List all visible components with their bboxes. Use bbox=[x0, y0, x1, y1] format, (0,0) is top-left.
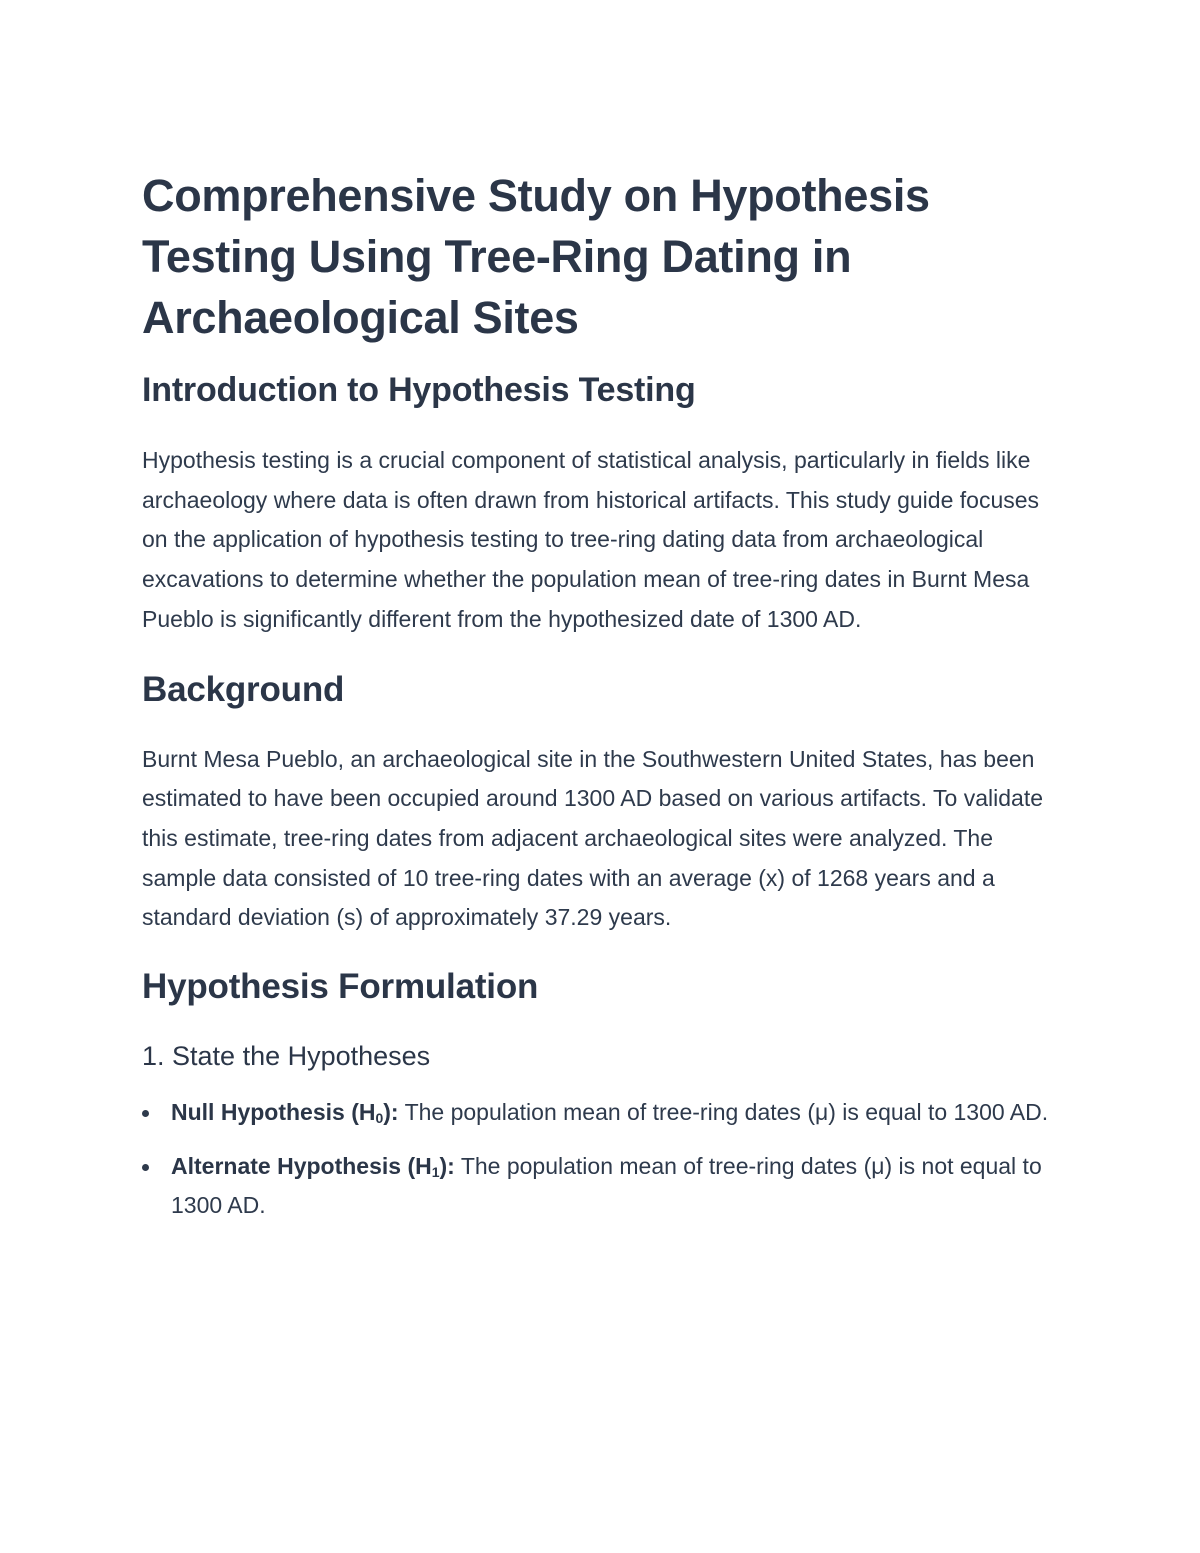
alternate-hypothesis-label: Alternate Hypothesis $(H_1)$: bbox=[171, 1152, 455, 1180]
bullet-icon bbox=[142, 1110, 149, 1117]
document-title: Comprehensive Study on Hypothesis Testing Using Tree-Ring Dating in Archaeological Sites bbox=[142, 170, 930, 343]
background-heading: Background bbox=[142, 669, 345, 709]
formulation-heading: Hypothesis Formulation bbox=[142, 967, 539, 1007]
list-item-null-hypothesis bbox=[142, 1093, 1062, 1133]
intro-paragraph: Hypothesis testing is a crucial component of statistical analysis, particularly in fields like archaeology where data is often drawn from historical artifacts. This study guide focuses on the application of hypothesis testing to tree-ring dating data from archaeological excavations to determine whether the population mean of tree-ring dates in Burnt Mesa Pueblo is significantly different from the hypothesized date of 1300 AD. bbox=[142, 447, 1040, 632]
list-item-alternate-hypothesis bbox=[142, 1147, 1062, 1226]
state-hypotheses-heading: 1. State the Hypotheses bbox=[142, 1041, 431, 1072]
null-hypothesis-label: Null Hypothesis $(H_0)$: bbox=[171, 1099, 399, 1127]
hypotheses-list bbox=[142, 1093, 1062, 1226]
bullet-icon bbox=[142, 1164, 149, 1171]
background-paragraph: Burnt Mesa Pueblo, an archaeological site in the Southwestern United States, has been estimated to have been occupied around 1300 AD based on various artifacts. To validate this estimate, tree-ring dates from adjacent archaeological sites were analyzed. The sample data consisted of 10 tree-ring dates with an average (x) of 1268 years and a standard deviation (s) of approximately 37.29 years. bbox=[142, 745, 1043, 931]
alternate-hypothesis-text: The population mean of tree-ring dates (μ) is not equal to 1300 AD. bbox=[171, 1152, 1042, 1219]
document-page bbox=[142, 165, 1062, 1240]
intro-heading: Introduction to Hypothesis Testing bbox=[142, 371, 696, 409]
null-hypothesis-text: The population mean of tree-ring dates (μ) is equal to 1300 AD. bbox=[398, 1099, 1049, 1126]
